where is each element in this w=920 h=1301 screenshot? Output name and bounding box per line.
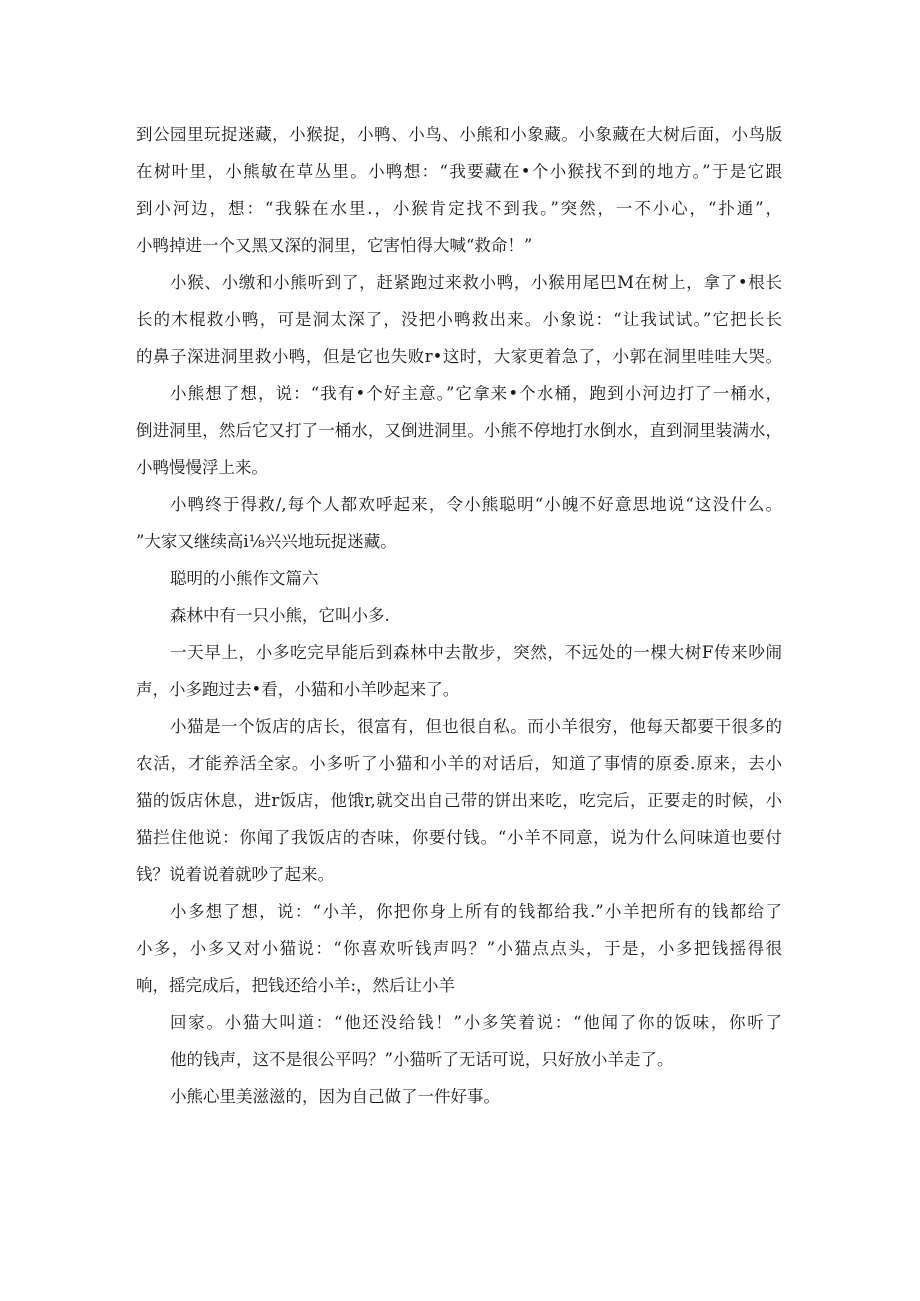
text-line: 小鸭慢慢浮上来。 [136, 458, 268, 477]
text-line: 小鸭掉进一个又黑又深的洞里，它害怕得大喊“救命！” [136, 236, 533, 255]
text-line: 小熊心里美滋滋的，因为自己做了一件好事。 [170, 1087, 500, 1106]
text-line: 倒进洞里，然后它又打了一桶水，又倒进洞里。小熊不停地打水倒水，直到洞里装满水， [136, 421, 782, 440]
text-line: 钱？说着说着就吵了起来。 [136, 865, 334, 884]
text-line: 回家。小猫大叫道：“他还没给钱！”小多笑着说：“他闻了你的饭味，你听了 [170, 1013, 782, 1032]
text-line: 聪明的小熊作文篇六 [170, 569, 319, 588]
text-line: 小熊想了想，说：“我有•个好主意。”它拿来•个水桶，跑到小河边打了一桶水， [170, 384, 782, 403]
text-line: ”大家又继续高i⅛兴兴地玩捉迷藏。 [136, 532, 397, 551]
text-line: 小多，小多又对小猫说：“你喜欢听钱声吗？”小猫点点头，于是，小多把钱摇得很 [136, 939, 782, 958]
text-line: 小猴、小缴和小熊听到了，赶紧跑过来救小鸭，小猴用尾巴M在树上，拿了•根长 [170, 273, 782, 292]
document-body [136, 116, 782, 1115]
text-line: 一天早上，小多吃完早能后到森林中去散步，突然，不远处的一棵大树F传来吵闹 [170, 643, 782, 662]
text-line: 小多想了想，说：“小羊，你把你身上所有的钱都给我.”小羊把所有的钱都给了 [170, 902, 782, 921]
text-line: 农活，才能养活全家。小多听了小猫和小羊的对话后，知道了事情的原委.原来，去小 [136, 754, 782, 773]
text-line: 猫拦住他说：你闻了我饭店的杏味，你要付钱。“小羊不同意，说为什么问味道也要付 [136, 828, 782, 847]
text-line: 到公园里玩捉迷藏，小猴捉，小鸭、小鸟、小熊和小象藏。小象藏在大树后面，小鸟版 [136, 125, 782, 144]
text-line: 长的木棍救小鸭，可是洞太深了，没把小鸭救出来。小象说：“让我试试。”它把长长 [136, 310, 782, 329]
text-line: 森林中有一只小熊，它叫小多. [170, 606, 390, 625]
text-line: 小鸭终于得救/,每个人都欢呼起来，令小熊聪明“小魄不好意思地说“这没什么。 [170, 495, 782, 514]
text-line: 到小河边，想：“我躲在水里.，小猴肯定找不到我。”突然，一不小心，“扑通”， [136, 199, 782, 218]
text-line: 在树叶里，小熊敏在草丛里。小鸭想：“我要藏在•个小猴找不到的地方。”于是它跟 [136, 162, 782, 181]
text-line: 猫的饭店休息，进r饭店，他饿r,就交出自己带的饼出来吃，吃完后，正要走的时候，小 [136, 791, 782, 810]
text-line: 声，小多跑过去•看，小猫和小羊吵起来了。 [136, 680, 460, 699]
text-line: 他的钱声，这不是很公平吗？”小猫听了无话可说，只好放小羊走了。 [170, 1050, 674, 1069]
text-line: 小猫是一个饭店的店长，很富有，但也很自私。而小羊很穷，他每天都要干很多的 [170, 717, 782, 736]
text-line: 的鼻子深进洞里救小鸭，但是它也失败r•这时，大家更着急了，小郭在洞里哇哇大哭。 [136, 347, 782, 366]
text-line: 响，摇完成后，把钱还给小羊:，然后让小羊 [136, 976, 456, 995]
